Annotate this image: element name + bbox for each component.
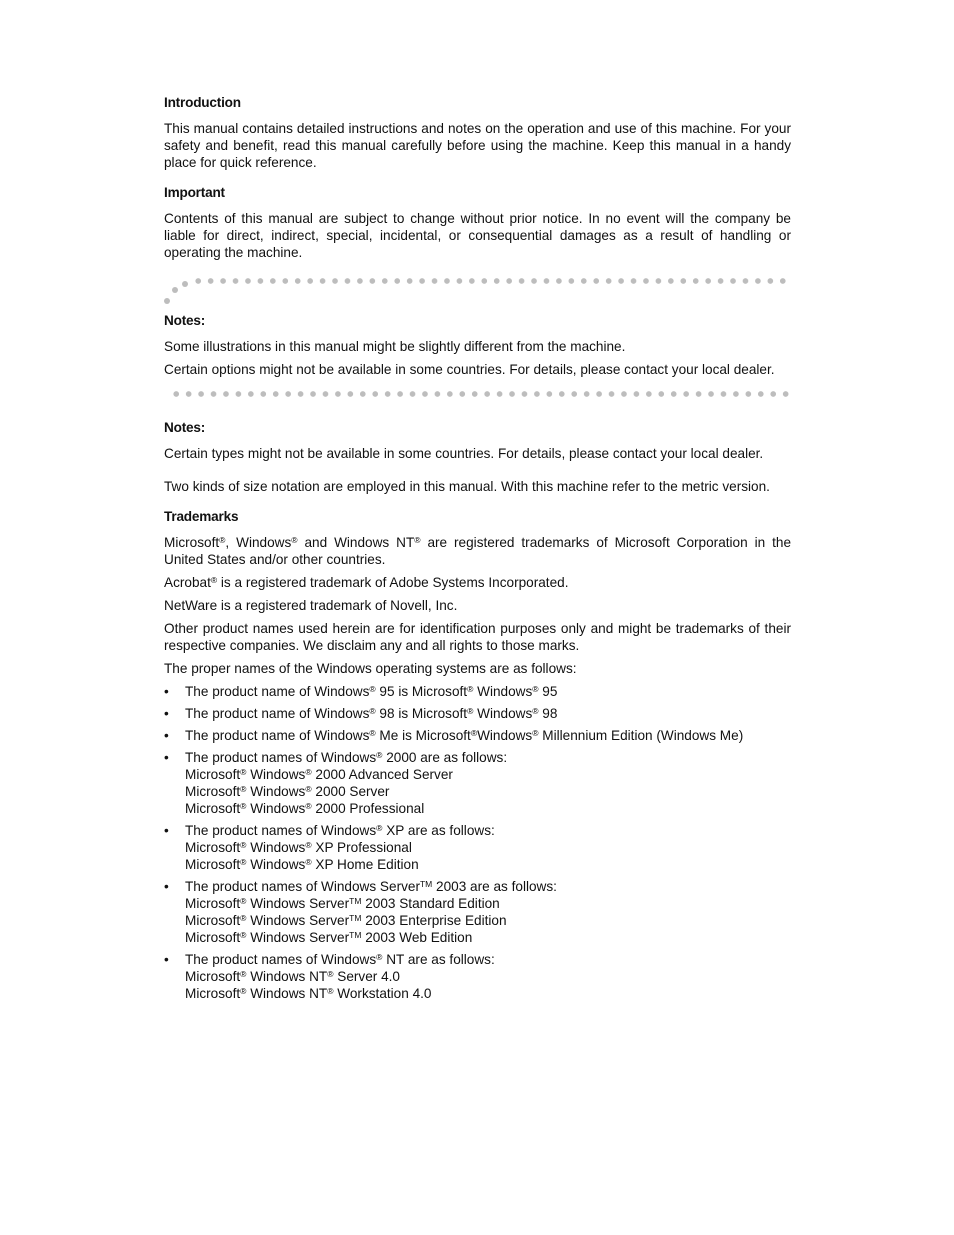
dotted-line: [192, 278, 791, 284]
important-heading: Important: [164, 185, 225, 200]
list-item: • The product name of Windows® 95 is Microsoft® Windows® 95: [164, 684, 558, 699]
trademark-adobe-para: Acrobat® is a registered trademark of Adobe Systems Incorporated.: [164, 575, 569, 590]
windows-names-intro: The proper names of the Windows operating systems are as follows:: [164, 661, 577, 676]
list-item: • The product name of Windows® Me is Microsoft®Windows® Millennium Edition (Windows Me): [164, 728, 744, 743]
important-text: Contents of this manual are subject to change without prior notice. In no event will the company be liable for direct, indirect, special, incidental, or consequential damages as a result of handling or operating the machine.: [164, 211, 791, 260]
dotted-line: [170, 391, 791, 397]
document-page: [164, 94, 791, 1015]
introduction-heading: Introduction: [164, 95, 241, 110]
notes-line: Two kinds of size notation are employed in this manual. With this machine refer to the metric version.: [164, 479, 770, 494]
introduction-section: [164, 94, 791, 171]
notes-section-1: [164, 312, 791, 378]
dotted-divider-curl: [164, 278, 791, 286]
list-item: • The product names of Windows Server™ 2003 are as follows: Microsoft® Windows Server™ 2003 Standard Edition Microsoft® Windows Server™ 2003 Enterprise Edition Microsoft® Windows Server™ 2003 Web Edition: [164, 879, 557, 945]
notes-line: Certain options might not be available in some countries. For details, please contact your local dealer.: [164, 362, 775, 377]
important-section: [164, 184, 791, 261]
trademarks-section: [164, 508, 791, 1002]
trademarks-heading: Trademarks: [164, 509, 239, 524]
dotted-divider: [164, 391, 791, 399]
trademark-microsoft-para: Microsoft®, Windows® and Windows NT® are registered trademarks of Microsoft Corporation in the United States and/or other countries.: [164, 535, 791, 567]
curl-dot: [164, 298, 170, 304]
list-item: • The product names of Windows® XP are as follows: Microsoft® Windows® XP Professional Microsoft® Windows® XP Home Edition: [164, 823, 495, 872]
list-item: • The product names of Windows® NT are as follows: Microsoft® Windows NT® Server 4.0 Microsoft® Windows NT® Workstation 4.0: [164, 952, 495, 1001]
trademark-novell-para: NetWare is a registered trademark of Novell, Inc.: [164, 598, 458, 613]
curl-dot: [182, 281, 188, 287]
introduction-text: This manual contains detailed instructions and notes on the operation and use of this machine. For your safety and benefit, read this manual carefully before using the machine. Keep this manual in a handy place for quick reference.: [164, 121, 791, 170]
notes-section-2: [164, 419, 791, 495]
notes-line: Certain types might not be available in some countries. For details, please contact your local dealer.: [164, 446, 764, 461]
trademark-other-para: Other product names used herein are for identification purposes only and might be trademarks of their respective companies. We disclaim any and all rights to those marks.: [164, 621, 791, 653]
notes-line: Some illustrations in this manual might be slightly different from the machine.: [164, 339, 626, 354]
windows-names-list: [164, 683, 791, 1002]
list-item: • The product name of Windows® 98 is Microsoft® Windows® 98: [164, 706, 558, 721]
notes-heading: Notes:: [164, 420, 206, 435]
notes-heading: Notes:: [164, 313, 206, 328]
curl-dot: [172, 287, 178, 293]
list-item: • The product names of Windows® 2000 are as follows: Microsoft® Windows® 2000 Advanced Server Microsoft® Windows® 2000 Server Microsoft® Windows® 2000 Professional: [164, 750, 508, 816]
